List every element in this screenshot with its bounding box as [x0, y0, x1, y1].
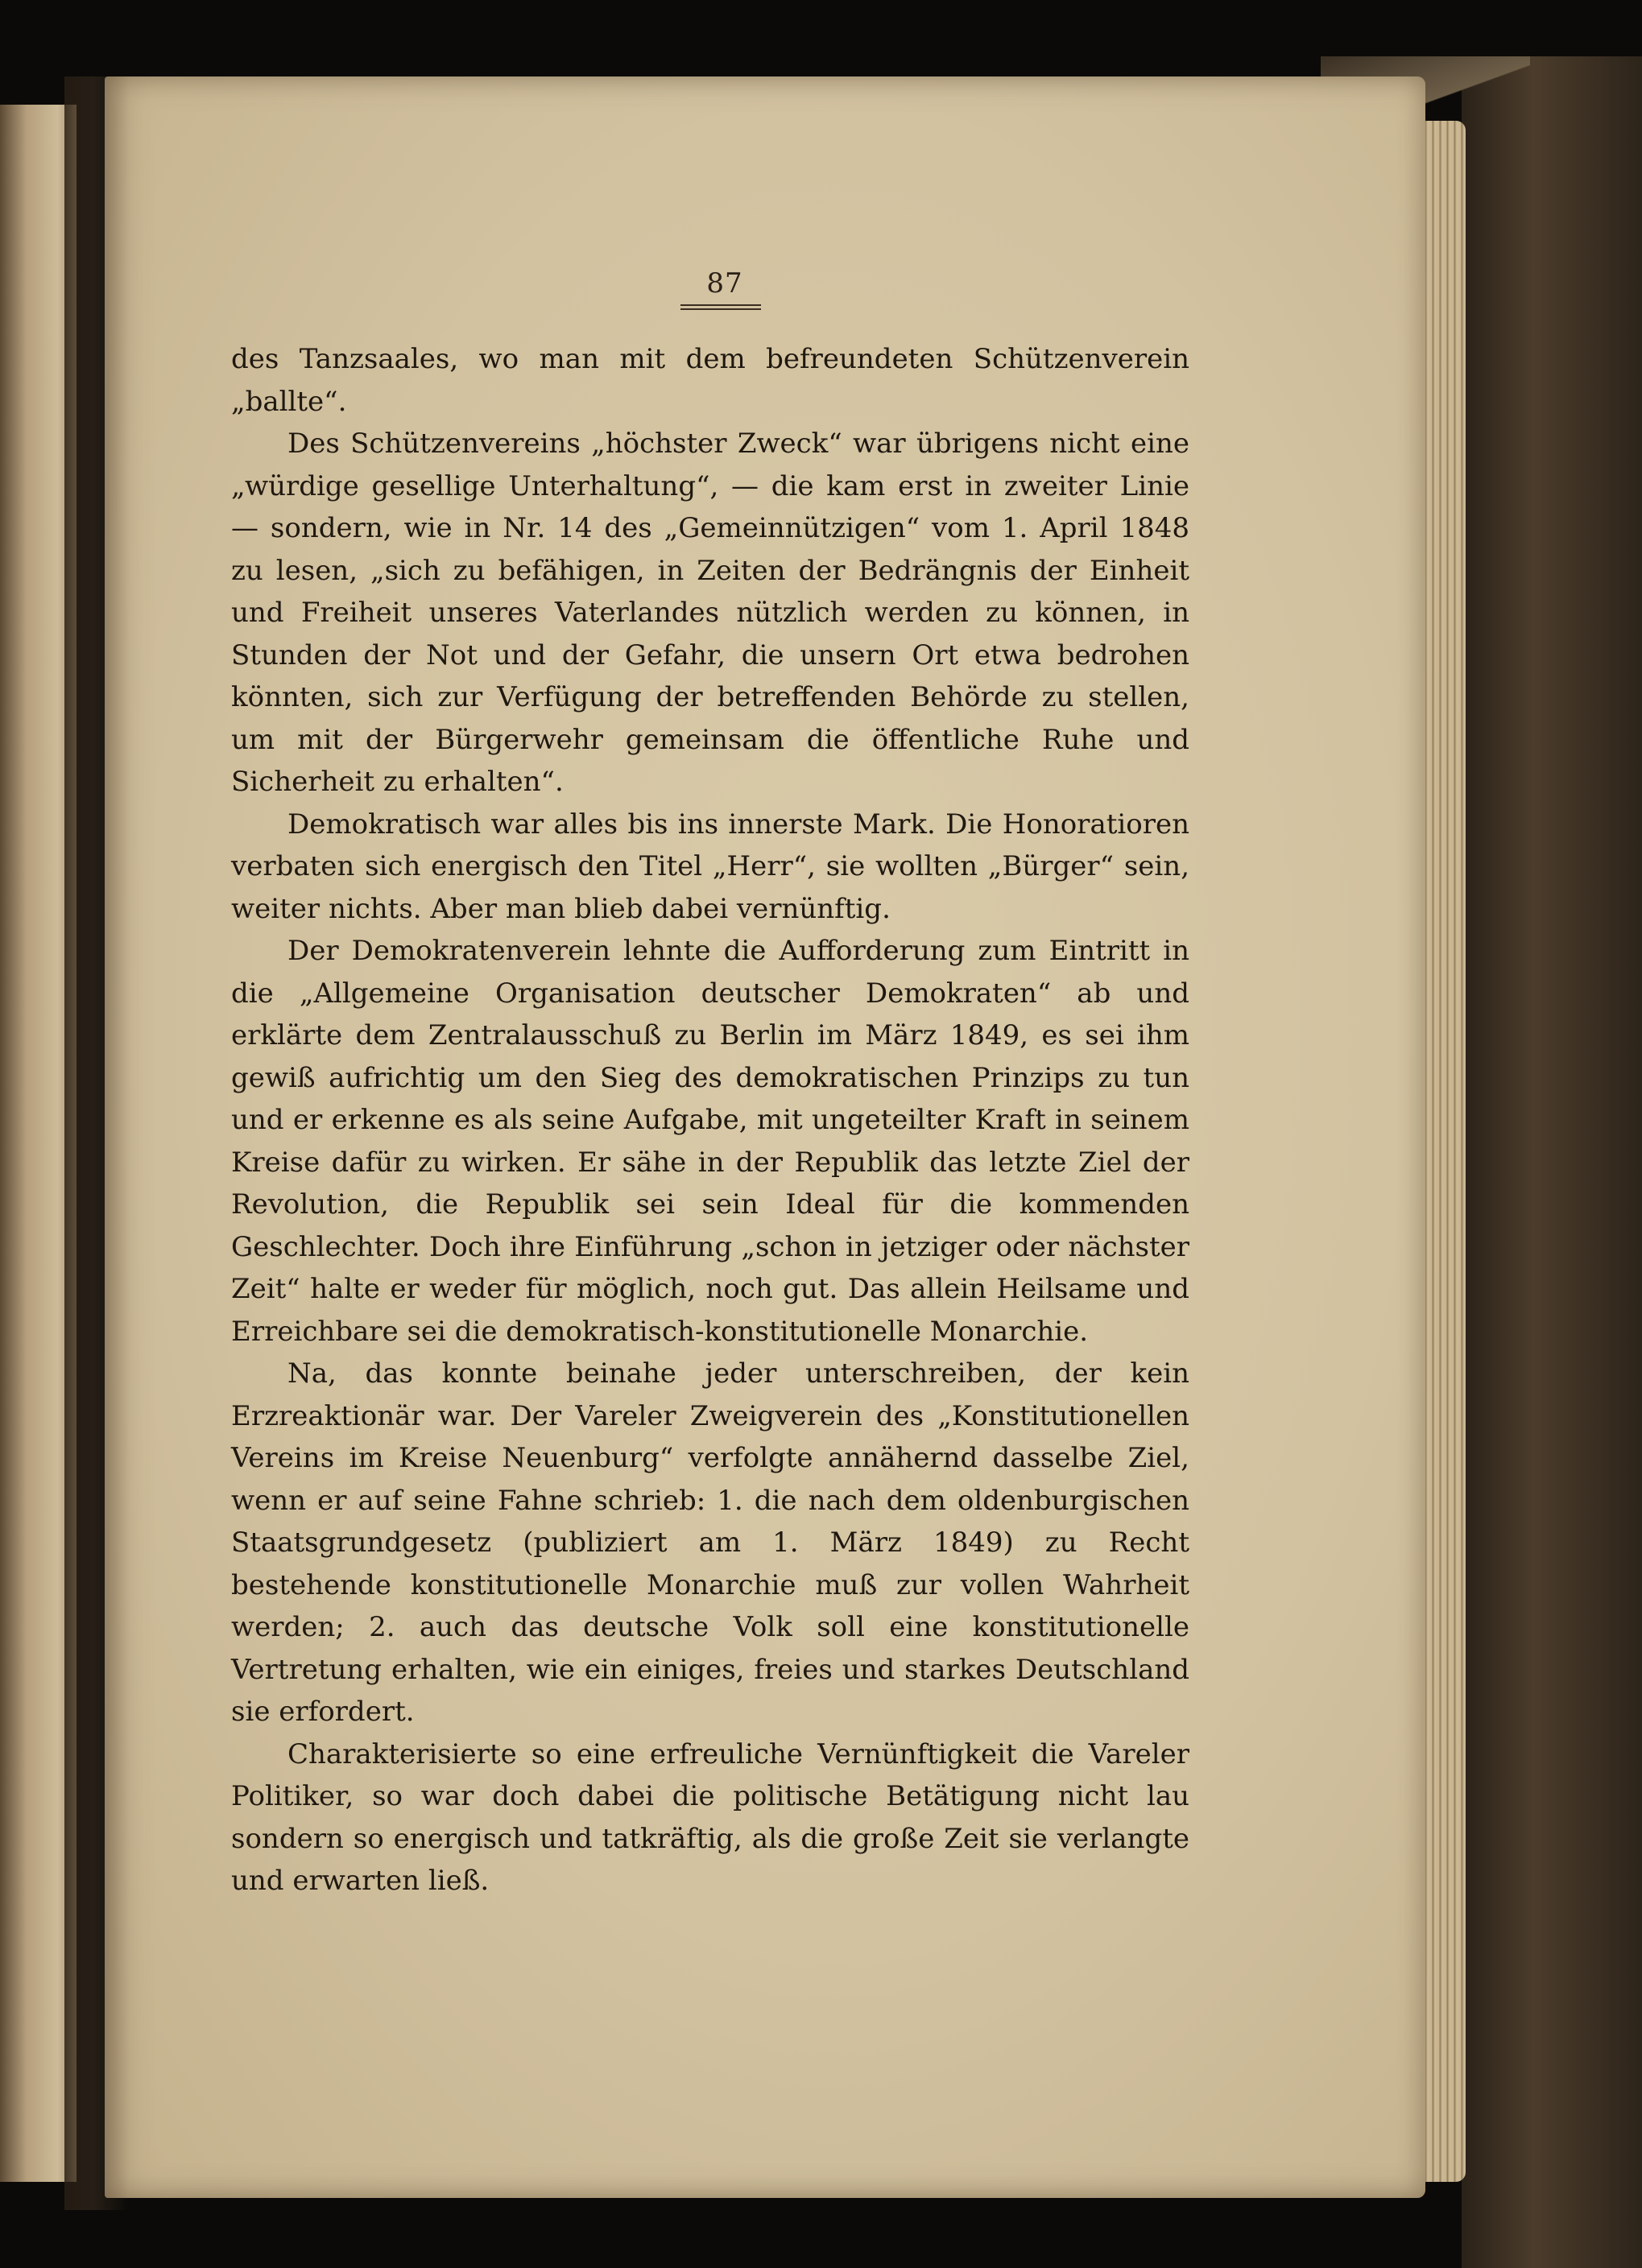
page-number-rule: [680, 304, 761, 310]
paragraph: Des Schützenvereins „höchster Zweck“ war übrigens nicht eine „würdige gesellige Unterhaltung“, — die kam erst in zweiter Linie — sondern, wie in Nr. 14 des „Gemeinnützigen“ vom 1. April 1848 zu lesen, „sich zu befähigen, in Zeiten der Bedrängnis der Einheit und Freiheit unseres Vaterlandes nützlich werden zu können, in Stunden der Not und der Gefahr, die unsern Ort etwa bedrohen könnten, sich zur Verfügung der betreffenden Behörde zu stellen, um mit der Bürgerwehr gemeinsam die öffentliche Ruhe und Sicherheit zu erhalten“.: [231, 428, 1189, 798]
paragraph: Der Demokratenverein lehnte die Aufforderung zum Eintritt in die „Allgemeine Organisation deutscher Demokraten“ ab und erklärte dem Zentralausschuß zu Berlin im März 1849, es sei ihm gewiß aufrichtig um den Sieg des demokratischen Prinzips zu tun und er erkenne es als seine Aufgabe, mit ungeteilter Kraft in seinem Kreise dafür zu wirken. Er sähe in der Republik das letzte Ziel der Revolution, die Republik sei sein Ideal für die kommenden Geschlechter. Doch ihre Einführung „schon in jetziger oder nächster Zeit“ halte er weder für möglich, noch gut. Das allein Heilsame und Erreichbare sei die demokratisch-konstitutionelle Monarchie.: [231, 935, 1189, 1348]
book-cover: [1462, 56, 1642, 2268]
page-number: 87: [706, 267, 743, 300]
paragraph: Charakterisierte so eine erfreuliche Vernünftigkeit die Vareler Politiker, so war doch dabei die politische Betätigung nicht lau sondern so energisch und tatkräftig, als die große Zeit sie verlangte und erwarten ließ.: [231, 1737, 1189, 1897]
paragraph: Demokratisch war alles bis ins innerste Mark. Die Honoratioren verbaten sich energisch den Titel „Herr“, sie wollten „Bürger“ sein, weiter nichts. Aber man blieb dabei vernünftig.: [231, 808, 1189, 925]
paragraph: Na, das konnte beinahe jeder unterschreiben, der kein Erzreaktionär war. Der Vareler Zweigverein des „Konstitutionellen Vereins im Kreise Neuenburg“ verfolgte annähernd dasselbe Ziel, wenn er auf seine Fahne schrieb: 1. die nach dem oldenburgischen Staatsgrundgesetz (publiziert am 1. März 1849) zu Recht bestehende konstitutionelle Monarchie muß zur vollen Wahrheit werden; 2. auch das deutsche Volk soll eine konstitutionelle Vertretung erhalten, wie ein einiges, freies und starkes Deutschland sie erfordert.: [231, 1357, 1189, 1728]
spine-shadow: [64, 76, 129, 2210]
body-text: [231, 338, 1189, 1902]
paragraph: des Tanzsaales, wo man mit dem befreundeten Schützenverein „ballte“.: [231, 343, 1189, 418]
page-edges: [1421, 121, 1466, 2182]
